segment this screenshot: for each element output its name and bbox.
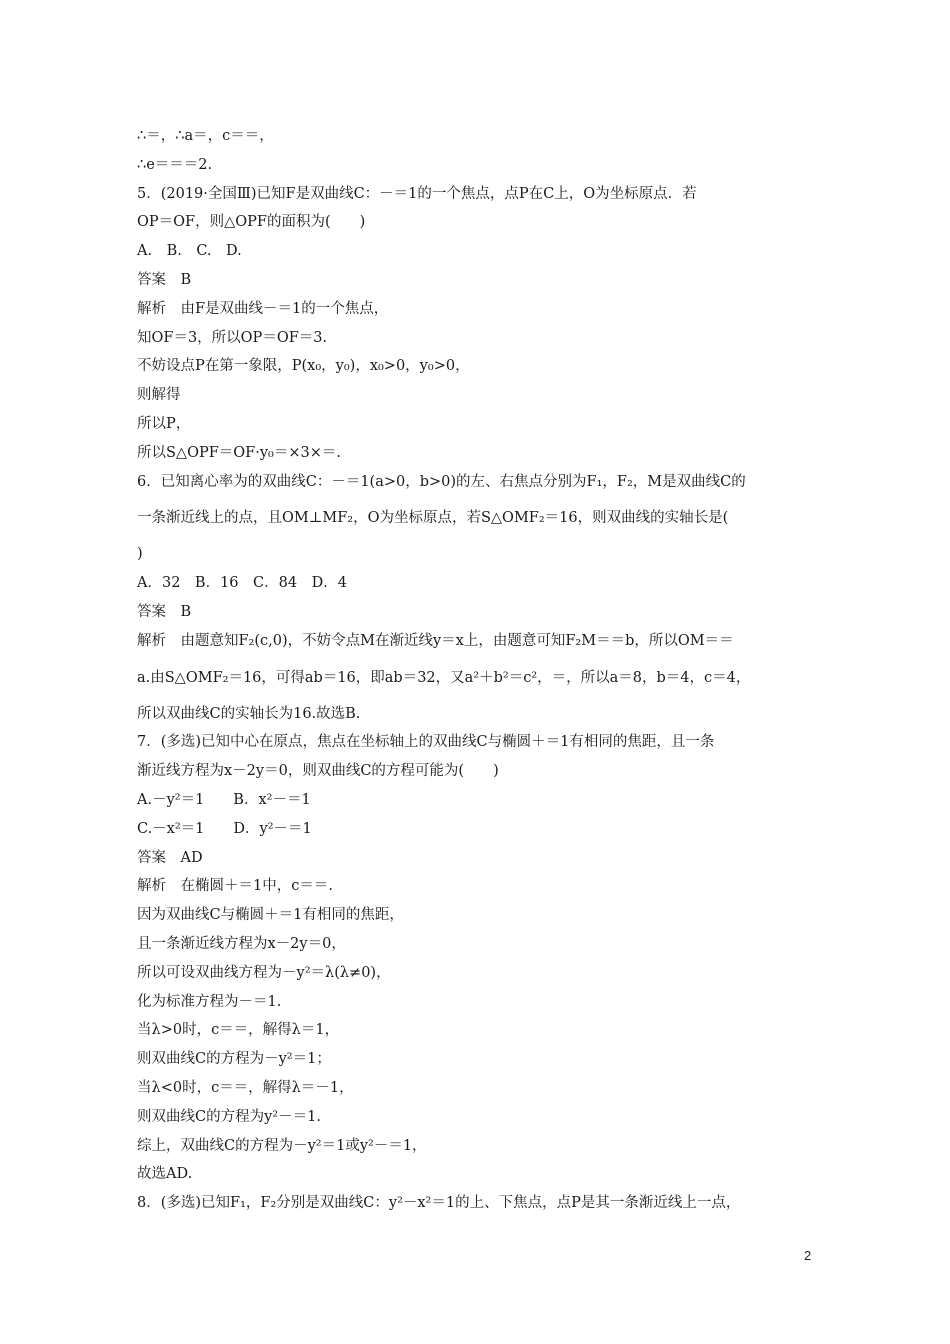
text-line: 答案 B: [137, 271, 192, 288]
text-line: 所以S△OPF＝OF·y₀＝×3×＝.: [137, 444, 341, 461]
text-line: 且一条渐近线方程为x－2y＝0，: [137, 935, 346, 952]
text-line: 答案 B: [137, 603, 192, 620]
text-line: 6．已知离心率为的双曲线C：－＝1(a>0，b>0)的左、右焦点分别为F₁，F₂，M是双曲线C的: [137, 473, 746, 490]
text-line: OP＝OF，则△OPF的面积为( ): [137, 214, 366, 231]
text-line: 所以P，: [137, 415, 191, 432]
text-line: 8．(多选)已知F₁，F₂分别是双曲线C：y²－x²＝1的上、下焦点，点P是其一条渐近线上一点，: [137, 1195, 741, 1212]
text-line: 综上，双曲线C的方程为－y²＝1或y²－＝1，: [137, 1137, 427, 1154]
text-line: ∴e＝＝＝2.: [137, 156, 213, 173]
text-line: 渐近线方程为x－2y＝0，则双曲线C的方程可能为( ): [137, 763, 499, 780]
text-line: ): [137, 546, 143, 563]
text-line: 当λ>0时，c＝＝，解得λ＝1，: [137, 1022, 340, 1039]
text-line: 所以可设双曲线方程为－y²＝λ(λ≠0)，: [137, 964, 391, 981]
text-line: 所以双曲线C的实轴长为16.故选B.: [137, 705, 361, 722]
document-body: [137, 122, 827, 1218]
text-line: 故选AD.: [137, 1166, 193, 1183]
text-line: 则解得: [137, 387, 181, 404]
text-line: 答案 AD: [137, 849, 203, 866]
text-line: 当λ<0时，c＝＝，解得λ＝－1，: [137, 1079, 354, 1096]
text-line: 5．(2019·全国Ⅲ)已知F是双曲线C：－＝1的一个焦点，点P在C上，O为坐标原点．若: [137, 185, 697, 202]
text-line: ∴＝，∴a＝，c＝＝，: [137, 128, 274, 144]
text-line: 因为双曲线C与椭圆＋＝1有相同的焦距，: [137, 907, 404, 924]
text-line: 解析 在椭圆＋＝1中，c＝＝.: [137, 878, 333, 895]
text-line: 一条渐近线上的点，且OM⊥MF₂，O为坐标原点，若S△OMF₂＝16，则双曲线的实轴长是(: [137, 510, 729, 527]
text-line: 解析 由题意知F₂(c,0)，不妨令点M在渐近线y＝x上，由题意可知F₂M＝＝b，所以OM＝＝: [137, 632, 734, 649]
text-line: 化为标准方程为－＝1.: [137, 993, 282, 1010]
text-line: 不妨设点P在第一象限，P(x₀，y₀)，x₀>0，y₀>0，: [137, 358, 470, 375]
text-line: 知OF＝3，所以OP＝OF＝3.: [137, 329, 328, 346]
text-line: A.－y²＝1 B．x²－＝1: [137, 791, 311, 808]
text-line: A．32 B．16 C．84 D．4: [137, 575, 347, 592]
text-line: 则双曲线C的方程为－y²＝1；: [137, 1051, 331, 1068]
text-line: 解析 由F是双曲线－＝1的一个焦点，: [137, 300, 389, 317]
text-line: C.－x²＝1 D．y²－＝1: [137, 820, 312, 837]
text-line: 7．(多选)已知中心在原点，焦点在坐标轴上的双曲线C与椭圆＋＝1有相同的焦距，且一条: [137, 734, 715, 751]
page-number: 2: [804, 1248, 812, 1263]
text-line: a.由S△OMF₂＝16，可得ab＝16，即ab＝32，又a²＋b²＝c²，＝，所以a＝8，b＝4，c＝4，: [137, 669, 751, 686]
text-line: A. B. C. D.: [137, 243, 242, 260]
text-line: 则双曲线C的方程为y²－＝1.: [137, 1108, 321, 1125]
